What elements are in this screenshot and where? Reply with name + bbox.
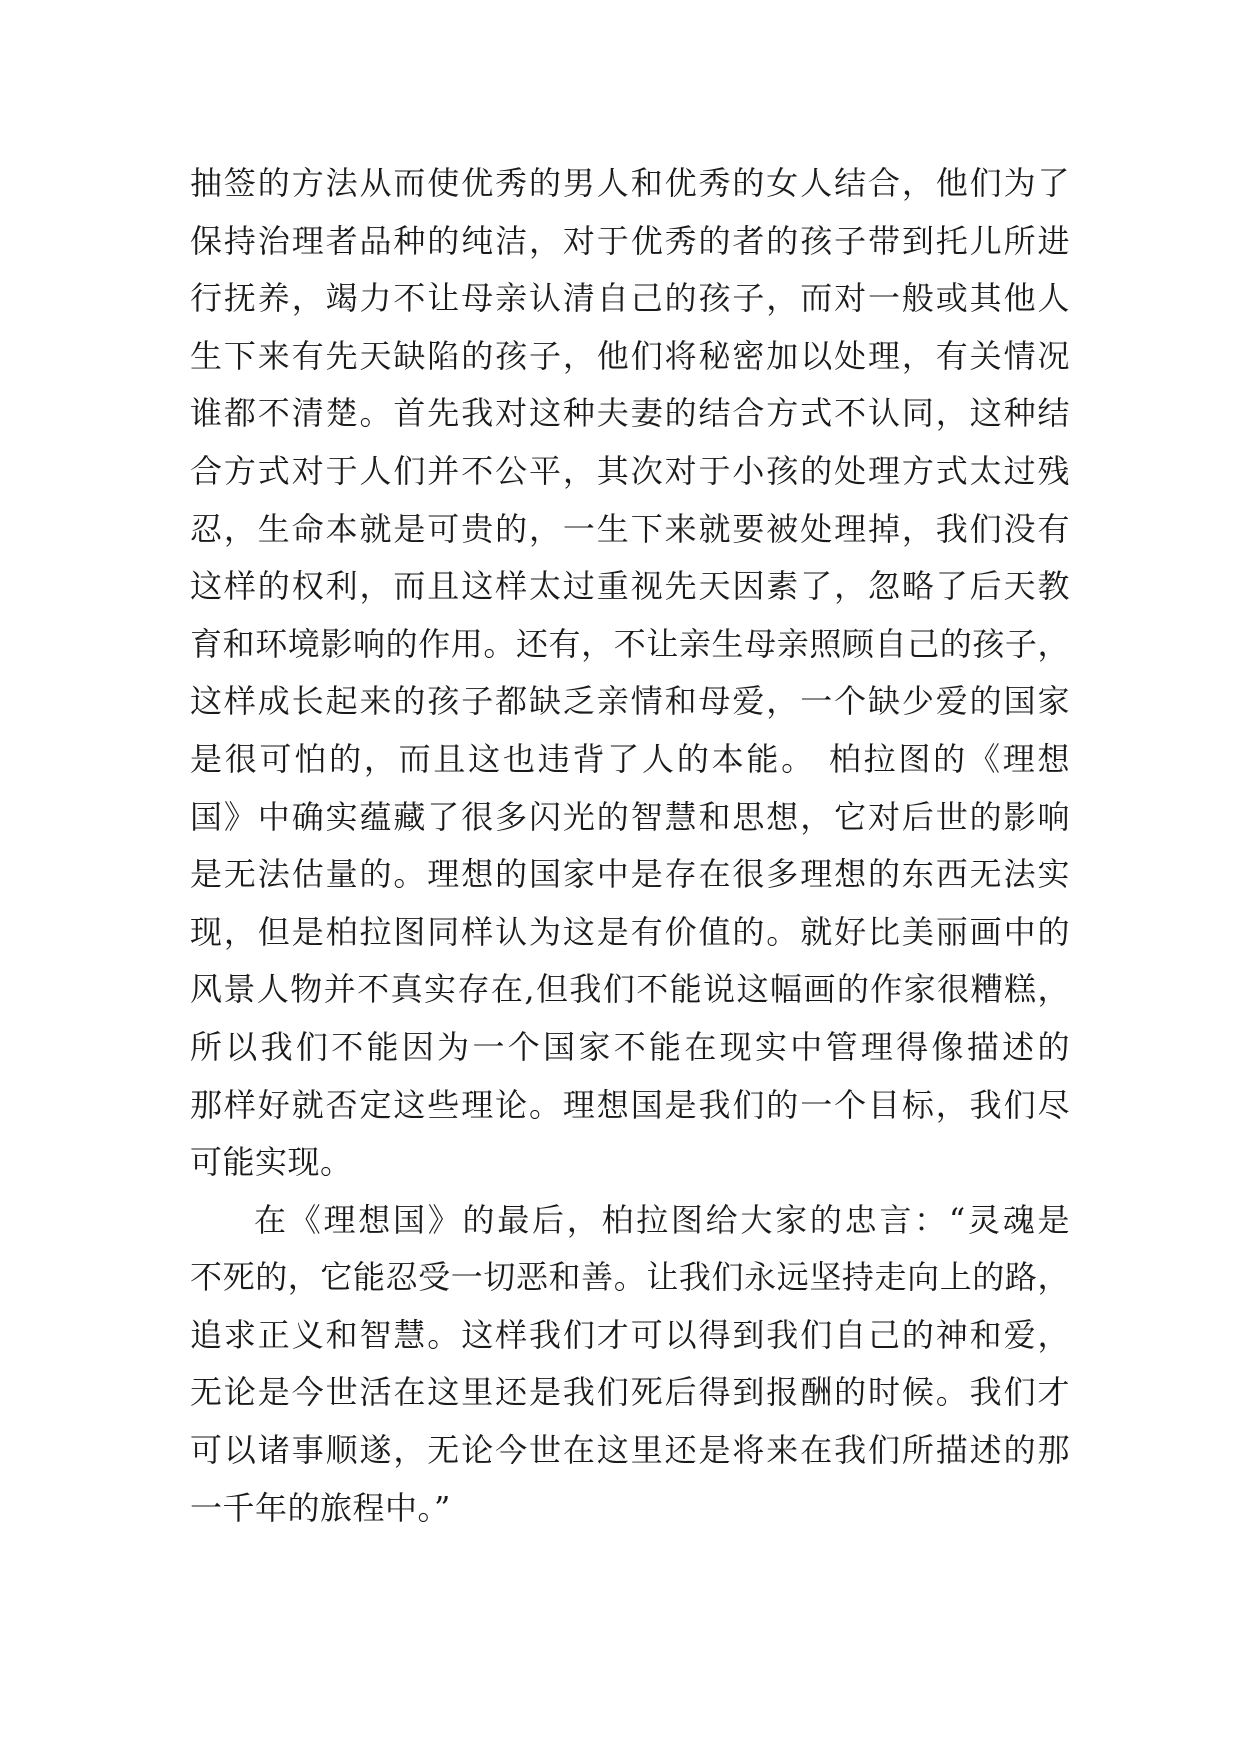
text-line: 这样成长起来的孩子都缺乏亲情和母爱，一个缺少爱的国家 [190, 682, 1070, 721]
text-line: 可以诸事顺遂，无论今世在这里还是将来在我们所描述的那 [190, 1431, 1070, 1470]
text-line: 所以我们不能因为一个国家不能在现实中管理得像描述的 [190, 1027, 1070, 1066]
text-line: 可能实现。 [190, 1143, 353, 1182]
text-line: 国》中确实蕴藏了很多闪光的智慧和思想，它对后世的影响 [190, 797, 1070, 836]
body-text [190, 155, 1070, 1537]
text-line: 育和环境影响的作用。还有，不让亲生母亲照顾自己的孩子， [190, 624, 1070, 663]
paragraph-2 [190, 1192, 1070, 1538]
paragraph-1 [190, 155, 1070, 1192]
text-line: 这样的权利，而且这样太过重视先天因素了，忽略了后天教 [190, 567, 1070, 606]
text-line: 谁都不清楚。首先我对这种夫妻的结合方式不认同，这种结 [190, 394, 1070, 433]
text-line: 行抚养，竭力不让母亲认清自己的孩子，而对一般或其他人 [190, 279, 1070, 318]
text-line: 不死的，它能忍受一切恶和善。让我们永远坚持走向上的路， [190, 1258, 1070, 1297]
text-line: 是无法估量的。理想的国家中是存在很多理想的东西无法实 [190, 855, 1070, 894]
text-line: 风景人物并不真实存在,但我们不能说这幅画的作家很糟糕， [190, 970, 1070, 1009]
text-line: 一千年的旅程中。” [190, 1488, 451, 1527]
text-line: 追求正义和智慧。这样我们才可以得到我们自己的神和爱， [190, 1315, 1070, 1354]
text-line: 现，但是柏拉图同样认为这是有价值的。就好比美丽画中的 [190, 912, 1070, 951]
text-line: 那样好就否定这些理论。理想国是我们的一个目标，我们尽 [190, 1085, 1070, 1124]
text-line: 合方式对于人们并不公平，其次对于小孩的处理方式太过残 [190, 451, 1070, 490]
text-line: 在《理想国》的最后，柏拉图给大家的忠言：“灵魂是 [254, 1200, 1070, 1239]
text-line: 保持治理者品种的纯洁，对于优秀的者的孩子带到托儿所进 [190, 221, 1070, 260]
text-line: 是很可怕的，而且这也违背了人的本能。 柏拉图的《理想 [190, 739, 1070, 778]
text-line: 生下来有先天缺陷的孩子，他们将秘密加以处理，有关情况 [190, 336, 1070, 375]
text-line: 无论是今世活在这里还是我们死后得到报酬的时候。我们才 [190, 1373, 1070, 1412]
text-line: 抽签的方法从而使优秀的男人和优秀的女人结合，他们为了 [190, 164, 1070, 202]
text-line: 忍，生命本就是可贵的，一生下来就要被处理掉，我们没有 [190, 509, 1070, 548]
